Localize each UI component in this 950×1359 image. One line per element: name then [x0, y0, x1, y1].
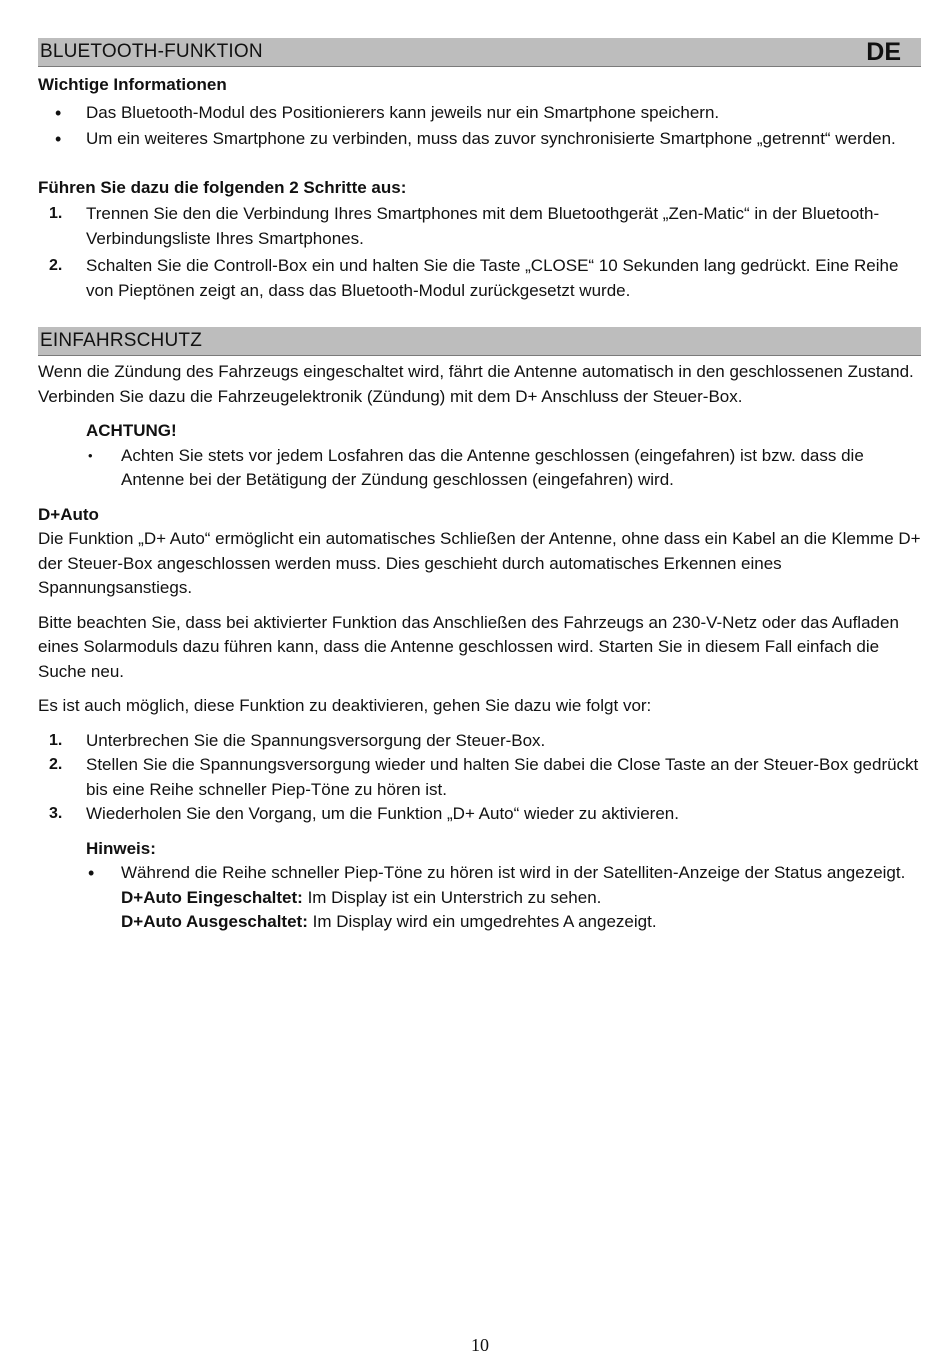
- intro-paragraph: Wenn die Zündung des Fahrzeugs eingeschaltet wird, fährt die Antenne automatisch in den geschlossenen Zustand. Verbinden Sie dazu die Fahrzeugelektronik (Zündung) mit dem D+ Anschluss der Steuer-Box.: [38, 362, 914, 406]
- warning-label: ACHTUNG!: [86, 421, 177, 440]
- paragraph: Es ist auch möglich, diese Funktion zu deaktivieren, gehen Sie dazu wie folgt vor:: [38, 696, 652, 715]
- dauto-heading: D+Auto: [38, 504, 99, 524]
- step-number: 1.: [49, 731, 63, 749]
- bullet-icon: •: [55, 102, 62, 123]
- list-item: [38, 101, 921, 126]
- section-header-einfahrschutz: [38, 327, 921, 356]
- step-number: 2.: [49, 756, 63, 773]
- status-off-label: D+Auto Ausgeschaltet:: [121, 912, 308, 931]
- bullet-icon: •: [88, 863, 95, 883]
- paragraph: Die Funktion „D+ Auto“ ermöglicht ein automatisches Schließen der Antenne, ohne dass ein Kabel an die Klemme D+ der Steuer-Box angeschlossen werden muss. Dies geschieht durch automatisches Erkennen eines Spannungsanstiegs.: [38, 529, 921, 597]
- document-page: [38, 38, 921, 935]
- step-number: 2.: [49, 257, 63, 274]
- step-number: 1.: [49, 205, 63, 222]
- warning-text: Achten Sie stets vor jedem Losfahren das die Antenne geschlossen (eingefahren) ist bzw. dass die Antenne bei der Betätigung der Zündung geschlossen (eingefahren) wird.: [121, 445, 864, 489]
- hint-text: Während die Reihe schneller Piep-Töne zu hören ist wird in der Satelliten-Anzeige der Status angezeigt.: [121, 863, 906, 882]
- section-title: EINFAHRSCHUTZ: [40, 330, 202, 351]
- section-title: BLUETOOTH-FUNKTION: [40, 41, 263, 62]
- numbered-step: [38, 202, 921, 251]
- numbered-step: [38, 254, 921, 303]
- list-item-text: Um ein weiteres Smartphone zu verbinden, muss das zuvor synchronisierte Smartphone „getrennt“ werden.: [86, 129, 896, 148]
- section-header-bluetooth: [38, 38, 921, 67]
- paragraph: Bitte beachten Sie, dass bei aktivierter Funktion das Anschließen des Fahrzeugs an 230-V-Netz oder das Aufladen eines Solarmoduls dazu führen kann, dass die Antenne geschlossen wird. Starten Sie in diesem Fall einfach die Suche neu.: [38, 612, 899, 681]
- hint-item: [38, 861, 921, 886]
- status-off-text: Im Display wird ein umgedrehtes A angezeigt.: [307, 912, 657, 931]
- bullet-icon: •: [55, 129, 62, 149]
- step-text: Wiederholen Sie den Vorgang, um die Funktion „D+ Auto“ wieder zu aktivieren.: [86, 804, 679, 823]
- step-number: 3.: [49, 805, 63, 822]
- subheading: Wichtige Informationen: [38, 75, 227, 94]
- status-on-line: [38, 886, 921, 911]
- bullet-icon: •: [88, 447, 93, 463]
- hint-label: Hinweis:: [86, 838, 156, 858]
- step-text: Trennen Sie den die Verbindung Ihres Smartphones mit dem Bluetoothgerät „Zen-Matic“ in der Bluetooth-Verbindungsliste Ihres Smartphones.: [86, 204, 880, 248]
- status-on-text: Im Display ist ein Unterstrich zu sehen.: [302, 887, 602, 907]
- numbered-step: [38, 753, 921, 802]
- language-tag: DE: [866, 37, 901, 66]
- status-off-line: [38, 910, 921, 935]
- list-item-text: Das Bluetooth-Modul des Positionierers kann jeweils nur ein Smartphone speichern.: [86, 102, 720, 122]
- status-on-label: D+Auto Eingeschaltet:: [121, 887, 303, 907]
- numbered-step: [38, 729, 921, 754]
- page-number: 10: [471, 1335, 489, 1355]
- step-text: Unterbrechen Sie die Spannungsversorgung der Steuer-Box.: [86, 730, 546, 750]
- list-item: [38, 127, 921, 152]
- numbered-step: [38, 802, 921, 827]
- steps-heading: Führen Sie dazu die folgenden 2 Schritte aus:: [38, 177, 407, 197]
- step-text: Stellen Sie die Spannungsversorgung wieder und halten Sie dabei die Close Taste an der Steuer-Box gedrückt bis eine Reihe schneller Piep-Töne zu hören ist.: [86, 755, 919, 799]
- warning-item: [38, 444, 921, 493]
- step-text: Schalten Sie die Controll-Box ein und halten Sie die Taste „CLOSE“ 10 Sekunden lang gedrückt. Eine Reihe von Pieptönen zeigt an, dass das Bluetooth-Modul zurückgesetzt wurde.: [86, 256, 899, 300]
